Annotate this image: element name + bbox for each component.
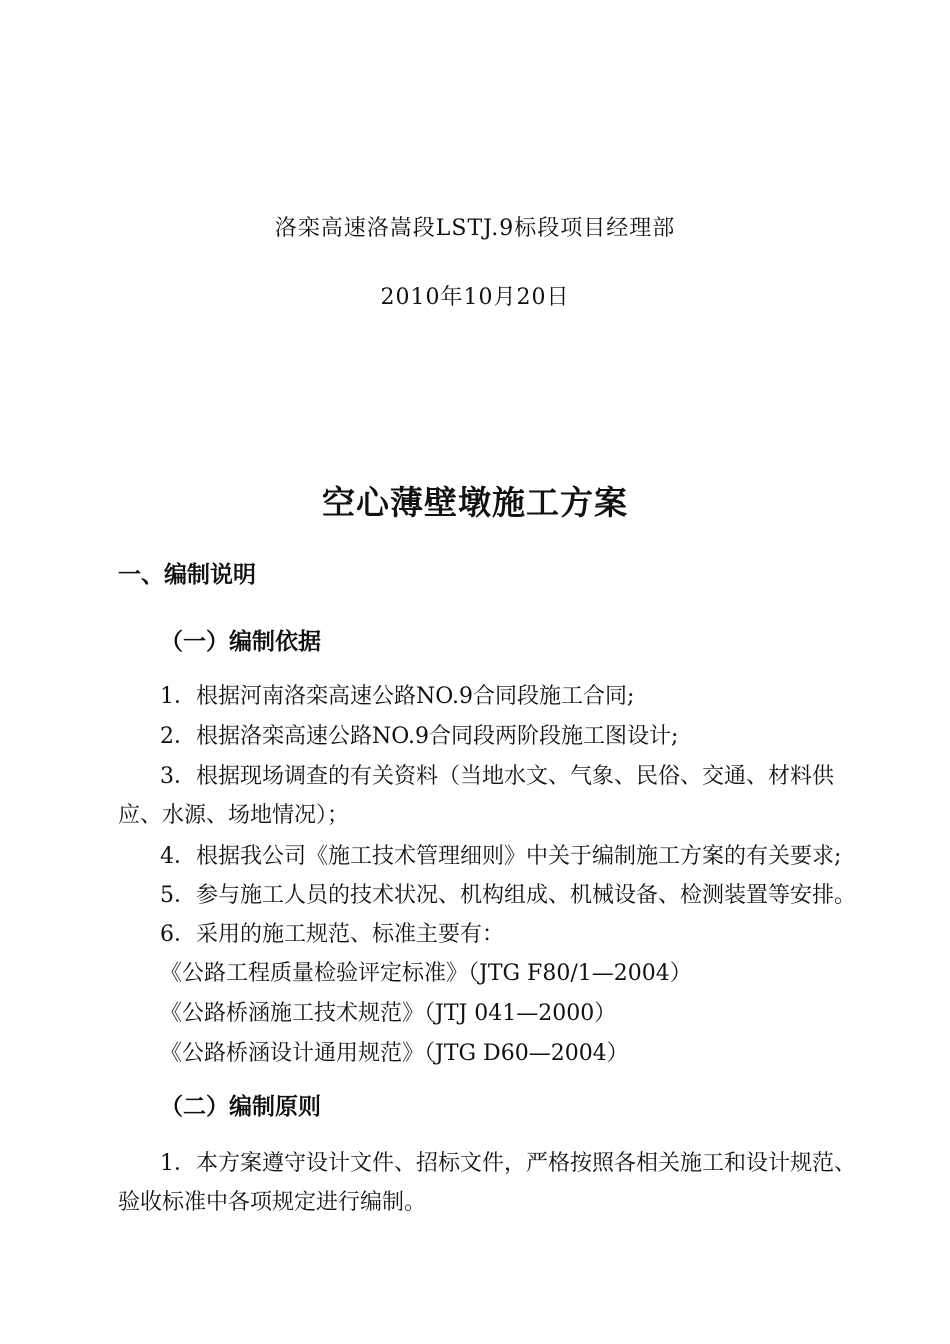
basis-item-5: 5．参与施工人员的技术状况、机构组成、机械设备、检测装置等安排。 bbox=[160, 883, 856, 908]
basis-item-6: 6．采用的施工规范、标准主要有： bbox=[160, 922, 504, 947]
principle-item-1: 1．本方案遵守设计文件、招标文件，严格按照各相关施工和设计规范、 bbox=[160, 1151, 856, 1176]
subsection-heading-principles: （二）编制原则 bbox=[160, 1094, 321, 1120]
principle-item-1-continuation: 验收标准中各项规定进行编制。 bbox=[118, 1190, 427, 1215]
document-date: 2010年10月20日 bbox=[380, 285, 570, 310]
document-title: 空心薄壁墩施工方案 bbox=[322, 483, 628, 522]
subsection-heading-basis: （一）编制依据 bbox=[160, 629, 321, 655]
standard-reference-2: 《公路桥涵施工技术规范》（JTJ 041—2000） bbox=[160, 1001, 617, 1026]
standard-reference-1: 《公路工程质量检验评定标准》（JTG F80/1—2004） bbox=[160, 961, 692, 986]
basis-item-3-continuation: 应、水源、场地情况）； bbox=[118, 803, 350, 828]
basis-item-4: 4．根据我公司《施工技术管理细则》中关于编制施工方案的有关要求; bbox=[160, 844, 842, 869]
basis-item-1: 1．根据河南洛栾高速公路NO.9合同段施工合同; bbox=[160, 684, 635, 709]
standard-reference-3: 《公路桥涵设计通用规范》（JTG D60—2004） bbox=[160, 1041, 629, 1066]
basis-item-2: 2．根据洛栾高速公路NO.9合同段两阶段施工图设计; bbox=[160, 724, 679, 749]
section-heading-compilation-notes: 一、编制说明 bbox=[118, 562, 256, 588]
organization-name: 洛栾高速洛嵩段LSTJ.9标段项目经理部 bbox=[274, 216, 676, 241]
basis-item-3: 3．根据现场调查的有关资料（当地水文、气象、民俗、交通、材料供 bbox=[160, 764, 834, 789]
